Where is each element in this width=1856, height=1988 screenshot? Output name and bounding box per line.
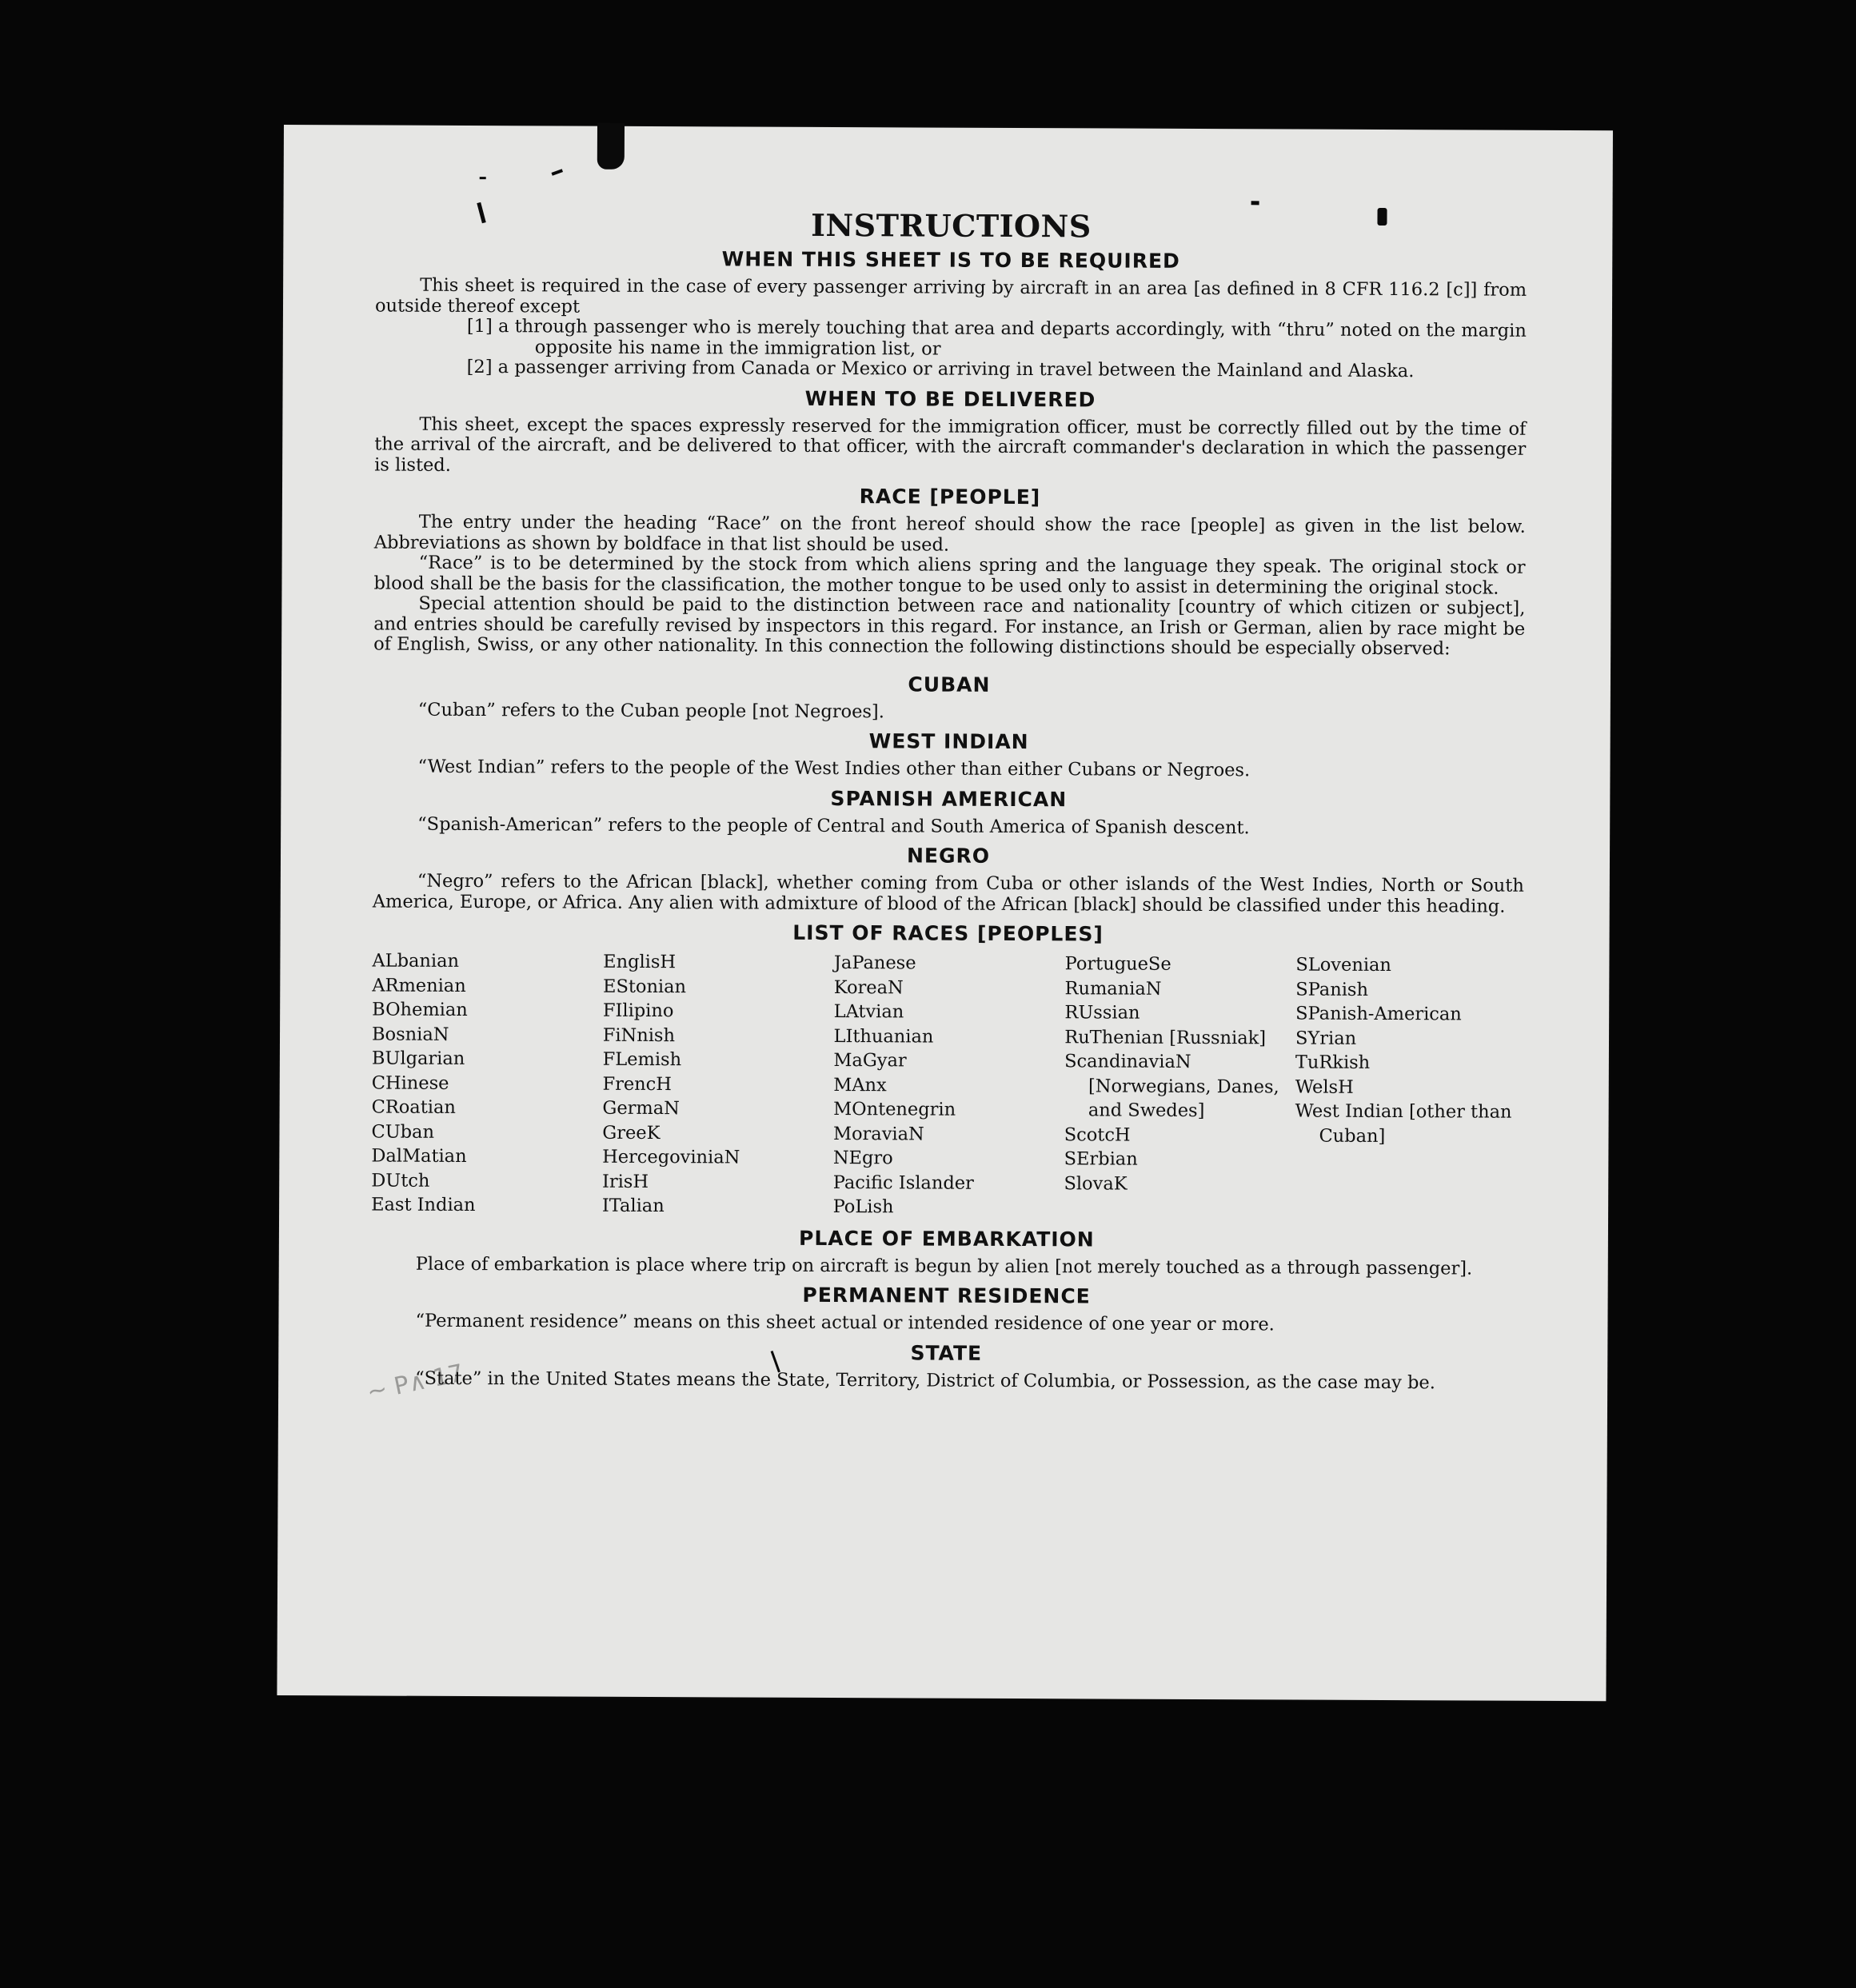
ink-speck — [1251, 201, 1259, 205]
heading-list-of-races: LIST OF RACES [PEOPLES] — [792, 920, 1104, 946]
race-entry: East Indian — [371, 1194, 476, 1216]
race-entry: SLovenian — [1295, 954, 1392, 976]
race-entry: FrencH — [602, 1073, 672, 1095]
handwritten-mark: ∼ P∧ 17 — [364, 1359, 466, 1407]
state-text: “State” in the United States means the State, Territory, District of Columbia, or Possession, as the case may be. — [415, 1367, 1435, 1393]
heading-cuban: CUBAN — [908, 672, 991, 697]
when-delivered-text: This sheet, except the spaces expressly reserved for the immigration officer, must be correctly filled out by the time of the arrival of the aircraft, and be delivered to that officer, with the aircraft commander's declaration in which the passenger is listed. — [374, 413, 1527, 476]
spanish-american-text: “Spanish-American” refers to the people of Central and South America of Spanish descent. — [417, 813, 1250, 838]
torn-mark — [597, 123, 625, 170]
race-entry: FiNnish — [602, 1024, 676, 1046]
race-entry: West Indian [other than Cuban] — [1295, 1100, 1512, 1147]
heading-embarkation: PLACE OF EMBARKATION — [799, 1226, 1095, 1251]
races-column-4 — [1064, 952, 1292, 1221]
races-list — [371, 948, 1523, 1222]
race-entry: JaPanese — [833, 952, 916, 974]
heading-when-delivered: WHEN TO BE DELIVERED — [804, 386, 1096, 411]
heading-spanish-american: SPANISH AMERICAN — [830, 786, 1068, 811]
heading-permanent-residence: PERMANENT RESIDENCE — [802, 1283, 1091, 1308]
when-required-item-2: [2] a passenger arriving from Canada or Mexico or arriving in travel between the Mainland and Alaska. — [466, 357, 1415, 382]
race-entry: SPanish — [1295, 979, 1369, 1000]
cuban-text: “Cuban” refers to the Cuban people [not Negroes]. — [417, 699, 884, 722]
when-required-item-1: [1] a through passenger who is merely touching that area and departs accordingly, with “thru” noted on the margin opposite his name in the immigration list, or — [466, 316, 1527, 360]
heading-state: STATE — [910, 1340, 983, 1365]
race-paragraph-3: Special attention should be paid to the distinction between race and nationality [country of which citizen or subject], and entries should be carefully revised by inspectors in this regard. For instance, an Irish or German, alien by race might be of English, Swiss, or any other nationality. In this connection the following distinctions should be especially observed: — [373, 593, 1526, 660]
race-entry: PoLish — [832, 1196, 894, 1218]
race-entry: WelsH — [1295, 1076, 1354, 1098]
ink-speck — [551, 169, 563, 175]
race-entry: RuThenian [Russniak] — [1064, 1026, 1267, 1048]
race-entry: GreeK — [602, 1122, 661, 1144]
race-entry: ScandinaviaN [Norwegians, Danes, and Swedes] — [1064, 1051, 1279, 1122]
race-entry: MOntenegrin — [833, 1099, 956, 1120]
race-paragraph-2: “Race” is to be determined by the stock from which aliens spring and the language they speak. The original stock or blood shall be the basis for the classification, the mother tongue to be used only to assist in determining the original stock. — [373, 552, 1526, 599]
embarkation-text: Place of embarkation is place where trip on aircraft is begun by alien [not merely touched as a through passenger]. — [415, 1253, 1473, 1279]
race-entry: SlovaK — [1064, 1172, 1128, 1195]
race-entry: RumaniaN — [1064, 977, 1162, 1000]
race-entry: SPanish-American — [1295, 1003, 1462, 1025]
when-required-intro: This sheet is required in the case of every passenger arriving by aircraft in an area [as defined in 8 CFR 116.2 [c]] from outside thereof except — [374, 274, 1527, 317]
permanent-residence-text: “Permanent residence” means on this sheet actual or intended residence of one year or more. — [415, 1310, 1275, 1335]
race-entry: CUban — [371, 1120, 435, 1143]
race-entry: PortugueSe — [1064, 953, 1171, 975]
races-column-5 — [1295, 953, 1523, 1223]
race-entry: MoraviaN — [832, 1123, 924, 1145]
race-entry: ScotcH — [1064, 1124, 1131, 1146]
race-entry: SYrian — [1295, 1028, 1357, 1049]
document-sheet — [277, 125, 1613, 1701]
heading-negro: NEGRO — [906, 844, 991, 868]
race-entry: FLemish — [602, 1048, 682, 1071]
race-entry: EnglisH — [603, 951, 677, 973]
page-title: INSTRUCTIONS — [811, 206, 1092, 245]
race-entry: LIthuanian — [833, 1025, 934, 1048]
races-column-1 — [371, 948, 600, 1218]
race-entry: CRoatian — [371, 1096, 456, 1118]
race-entry: KoreaN — [833, 976, 904, 998]
race-entry: IrisH — [601, 1171, 649, 1192]
race-entry: LAtvian — [833, 1001, 904, 1023]
race-entry: SErbian — [1064, 1148, 1138, 1170]
race-entry: HercegoviniaN — [602, 1146, 740, 1168]
race-entry: BOhemian — [372, 999, 468, 1021]
race-entry: RUssian — [1064, 1002, 1140, 1024]
race-entry: Pacific Islander — [832, 1172, 974, 1194]
race-entry: DalMatian — [371, 1145, 467, 1168]
heading-west-indian: WEST INDIAN — [868, 729, 1029, 754]
west-indian-text: “West Indian” refers to the people of the West Indies other than either Cubans or Negroes. — [417, 756, 1251, 781]
heading-race: RACE [PEOPLE] — [859, 485, 1041, 509]
race-entry: GermaN — [602, 1097, 680, 1120]
instructions-content — [370, 206, 1527, 1394]
negro-text: “Negro” refers to the African [black], whether coming from Cuba or other islands of the West Indies, North or South America, Europe, or Africa. Any alien with admixture of blood of the African [black] should be classified under this heading. — [372, 870, 1524, 917]
race-entry: EStonian — [602, 976, 687, 997]
race-paragraph-1: The entry under the heading “Race” on the front hereof should show the race [people] as given in the list below. Abbreviations as shown by boldface in that list should be used. — [373, 511, 1526, 556]
race-entry: CHinese — [371, 1072, 449, 1094]
race-entry: DUtch — [371, 1169, 430, 1192]
race-entry: ITalian — [601, 1195, 665, 1217]
race-entry: TuRkish — [1295, 1052, 1371, 1073]
heading-when-required: WHEN THIS SHEET IS TO BE REQUIRED — [721, 247, 1180, 273]
ink-speck — [480, 177, 486, 179]
race-entry: ARmenian — [372, 974, 466, 996]
race-entry: BUlgarian — [371, 1048, 465, 1069]
race-entry: NEgro — [832, 1148, 893, 1169]
race-entry: BosniaN — [371, 1023, 449, 1045]
race-entry: MaGyar — [833, 1050, 907, 1072]
race-entry: ALbanian — [372, 950, 460, 972]
race-entry: FIlipino — [602, 1000, 674, 1022]
races-column-2 — [602, 950, 831, 1220]
races-column-3 — [833, 951, 1062, 1220]
race-entry: MAnx — [833, 1074, 887, 1096]
